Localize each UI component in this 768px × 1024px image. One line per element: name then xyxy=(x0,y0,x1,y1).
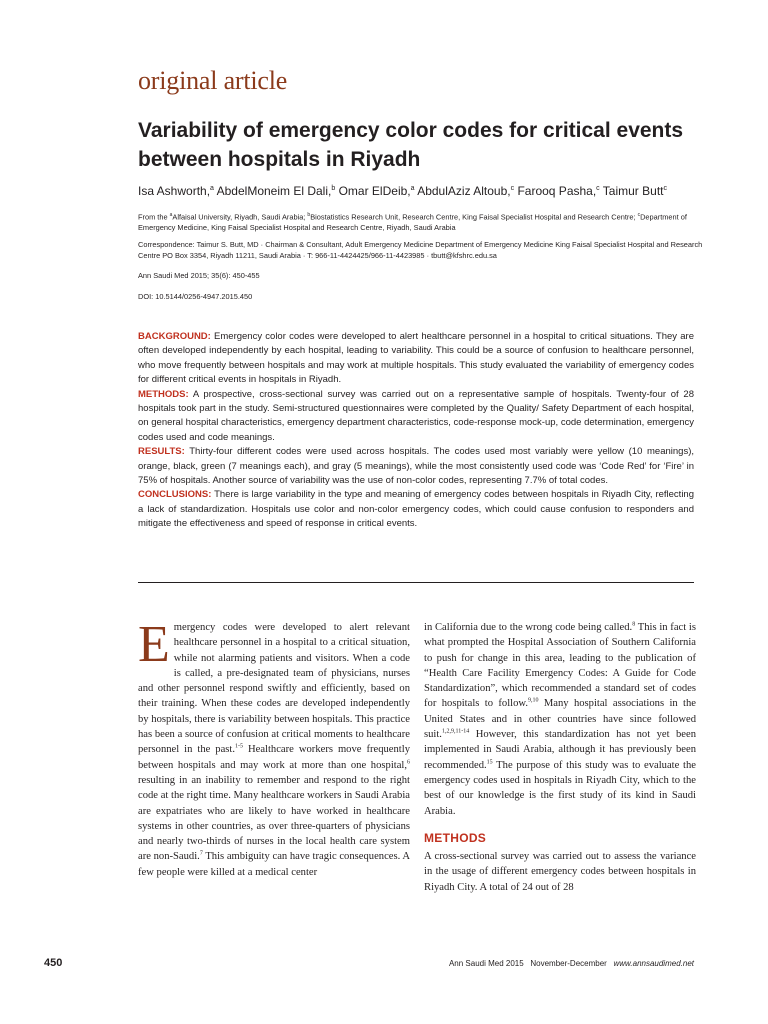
affiliation-mark: a xyxy=(169,212,173,218)
author-name: Isa Ashworth, xyxy=(138,184,211,198)
abstract-conclusions-label: CONCLUSIONS: xyxy=(138,489,212,501)
abstract-results xyxy=(138,445,694,488)
citation-mark: 6 xyxy=(407,759,410,766)
author-list xyxy=(138,181,728,199)
citation-mark: 1-5 xyxy=(235,743,244,750)
abstract xyxy=(138,330,694,532)
citation-mark: 9,10 xyxy=(528,697,539,704)
abstract-methods-label: METHODS: xyxy=(138,388,189,400)
affiliation-mark: c xyxy=(637,212,641,218)
drop-cap: E xyxy=(138,616,170,673)
author-name: AbdelMoneim El Dali, xyxy=(216,184,332,198)
intro-text: Healthcare workers move frequently between hospitals and may work at more than one hospital, xyxy=(138,744,410,771)
intro-text: in California due to the wrong code being called. xyxy=(424,622,633,633)
abstract-results-label: RESULTS: xyxy=(138,446,185,458)
abstract-background-text: Emergency color codes were developed to alert healthcare personnel in a hospital to critical situations. They are often developed independently by each hospital, leading to variability. This could be a source of confusion to healthcare personnel, who move frequently between hospitals and may work at multiple hospitals. This study evaluated the variability of emergency codes for different critical events in hospitals in Riyadh. xyxy=(138,331,694,386)
intro-text: resulting in an inability to remember and respond to the right code at the right time. Many healthcare workers in Saudi Arabia are expatriates who are likely to have worked in healthcare systems in other countries, as over three-quarters of physicians and nearly two-thirds of nurses in the local health care system are non-Saudi. xyxy=(138,774,410,863)
section-label: original article xyxy=(138,66,288,95)
citation-mark: 1,2,9,11-14 xyxy=(441,728,470,735)
abstract-conclusions-text: There is large variability in the type and meaning of emergency codes between hospitals in Riyadh City, reflecting a lack of standardization. Hospitals use color and non-color emergency codes, which could cause confusion to responders and mitigate the effectiveness and speed of response in critical events. xyxy=(138,489,694,530)
affiliation-mark: b xyxy=(307,212,311,218)
abstract-methods xyxy=(138,388,694,446)
intro-text: Many hospital associations in the United States and in other countries have since followed suit. xyxy=(424,698,696,741)
citation: Ann Saudi Med 2015; 35(6): 450-455 xyxy=(138,271,260,280)
body-column-left xyxy=(138,616,410,880)
affiliations-prefix: From the xyxy=(138,212,170,222)
author-name: AbdulAziz Altoub, xyxy=(417,184,511,198)
citation-mark: 8 xyxy=(632,621,636,628)
author-affiliation-mark: c xyxy=(510,185,515,192)
abstract-conclusions xyxy=(138,488,694,531)
abstract-divider xyxy=(138,582,694,583)
methods-paragraph: A cross-sectional survey was carried out to assess the variance in the usage of different emergency codes between hospitals in Riyadh City. A total of 24 out of 28 xyxy=(424,851,696,893)
citation-mark: 15 xyxy=(486,759,493,766)
author-affiliation-mark: c xyxy=(596,185,600,192)
footer-url[interactable]: www.annsaudimed.net xyxy=(613,959,694,968)
abstract-background xyxy=(138,330,694,388)
body-column-right xyxy=(424,620,696,895)
intro-text: mergency codes were developed to alert relevant healthcare personnel in a hospital to a critical situation, while not alarming patients and visitors. When a code is called, a pre-designated team of physicians, nurses and other personnel respond swiftly and efficiently, based on their training. When these codes are developed independently by hospitals, there is variability between hospitals. This practice has been a source of confusion at critical moments to healthcare personnel in the past. xyxy=(138,622,410,756)
intro-text: This ambiguity can have tragic consequences. A few people were killed at a medical center xyxy=(138,851,410,878)
intro-paragraph-continued xyxy=(424,620,696,819)
citation-mark: 7 xyxy=(199,850,203,857)
article-title: Variability of emergency color codes for critical events between hospitals in Riyadh xyxy=(138,119,684,171)
affiliation-c: Department of Emergency Medicine, King Faisal Specialist Hospital and Research Centre, Riyadh, Saudi Arabia xyxy=(138,212,687,232)
running-footer xyxy=(449,959,694,968)
abstract-results-text: Thirty-four different codes were used across hospitals. The codes used most variably were yellow (10 meanings), orange, black, green (7 meanings each), and gray (5 meanings), while the most consistently used code was ‘Code Red’ for ‘Fire’ in 75% of hospitals. Another source of variability was the use of non-color codes, representing 7.7% of total codes. xyxy=(138,446,694,487)
intro-text: The purpose of this study was to evaluate the emergency codes used in hospitals in Riyadh City, which to the best of our knowledge is the first study of its kind in Saudi Arabia. xyxy=(424,759,696,817)
methods-heading: METHODS xyxy=(424,830,487,845)
author-affiliation-mark: b xyxy=(331,185,336,192)
affiliations xyxy=(138,210,718,233)
footer-journal: Ann Saudi Med 2015 xyxy=(448,959,524,968)
affiliation-a: Alfaisal University, Riyadh, Saudi Arabia; xyxy=(172,212,308,222)
footer-issue: November-December xyxy=(530,959,607,968)
author-name: Omar ElDeib, xyxy=(338,184,411,198)
correspondence: Correspondence: Taimur S. Butt, MD · Chairman & Consultant, Adult Emergency Medicine Department of Emergency Medicine King Faisal Specialist Hospital and Research Centre PO Box 3354, Riyadh 11211, Saudi Arabia · T: 966-11-4424425/966-11-4423985 · tbutt@kfshrc.edu.sa xyxy=(138,240,703,260)
affiliation-b: Biostatistics Research Unit, Research Centre, King Faisal Specialist Hospital and Research Centre; xyxy=(310,212,638,222)
author-name: Farooq Pasha, xyxy=(517,184,597,198)
intro-text: This in fact is what prompted the Hospital Association of Southern California to push for change in this area, leading to the publication of “Health Care Facility Emergency Codes: A Guide for Code Standardization”, which recommended a standard set of codes for hospitals to follow. xyxy=(424,622,696,710)
author-affiliation-mark: c xyxy=(663,185,667,192)
intro-text: However, this standardization has not yet been implemented in Saudi Arabia, although it has previously been recommended. xyxy=(424,729,696,771)
intro-paragraph xyxy=(138,616,410,880)
author-affiliation-mark: a xyxy=(210,185,214,192)
author-name: Taimur Butt xyxy=(602,184,664,198)
abstract-methods-text: A prospective, cross-sectional survey was carried out on a representative sample of hospitals. Twenty-four of 28 hospitals took part in the study. Semi-structured questionnaires were completed by the Quality/ Safety Department of each hospital, on general hospital characteristics, emergency department characteristics, code-response mock-up, code determination, emergency codes used and code meanings. xyxy=(138,388,694,443)
page-number: 450 xyxy=(44,957,63,969)
author-affiliation-mark: a xyxy=(410,185,415,192)
doi: DOI: 10.5144/0256-4947.2015.450 xyxy=(138,292,253,301)
abstract-background-label: BACKGROUND: xyxy=(138,331,211,342)
